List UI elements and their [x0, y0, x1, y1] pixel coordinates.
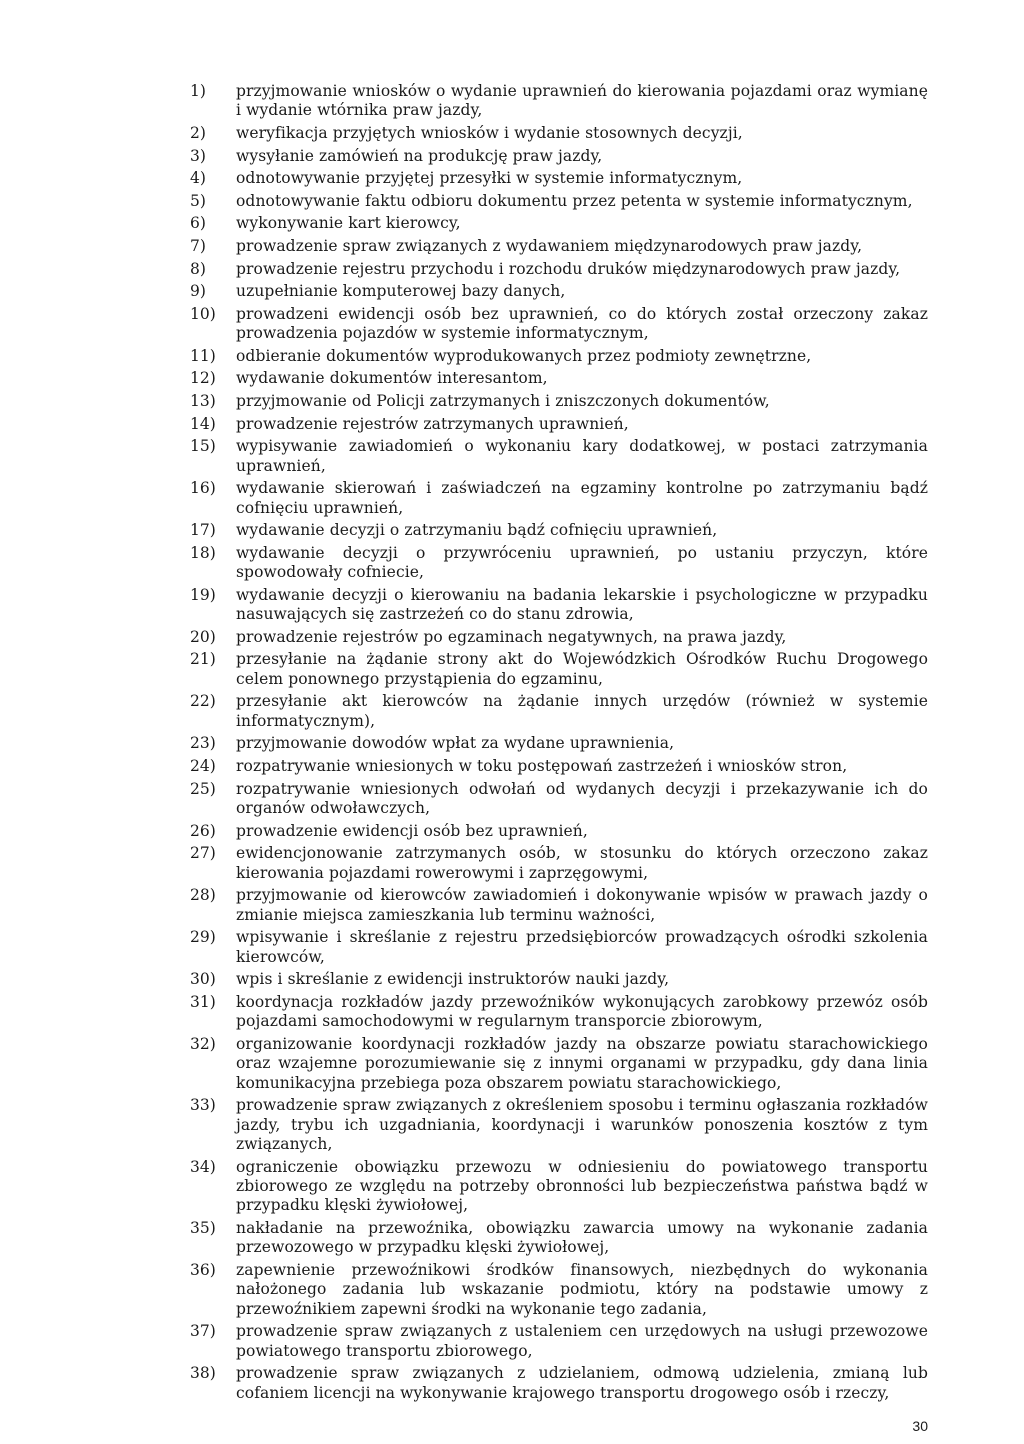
item-text: odbieranie dokumentów wyprodukowanych przez podmioty zewnętrzne, — [236, 346, 812, 365]
item-number: 2) — [190, 124, 206, 142]
item-text: prowadzenie rejestrów zatrzymanych uprawnień, — [236, 414, 629, 433]
item-text: zapewnienie przewoźnikowi środków finansowych, niezbędnych do wykonania nałożonego zadania lub wskazanie podmiotu, który na podstawie umowy z przewoźnikiem zapewni środki na wykonanie tego zadania, — [236, 1260, 928, 1318]
item-text: uzupełnianie komputerowej bazy danych, — [236, 282, 566, 301]
item-number: 6) — [190, 214, 206, 233]
item-text: odnotowywanie przyjętej przesyłki w systemie informatycznym, — [236, 169, 743, 188]
list-item — [190, 305, 928, 344]
list-item — [190, 1035, 928, 1093]
item-text: ograniczenie obowiązku przewozu w odniesieniu do powiatowego transportu zbiorowego ze względu na potrzeby obronności lub bezpieczeństwa państwa bądź w przypadku klęski żywiołowej, — [236, 1157, 928, 1215]
list-item — [190, 369, 928, 388]
item-text: wydawanie decyzji o przywróceniu uprawnień, po ustaniu przyczyn, które spowodowały cofniecie, — [236, 543, 928, 582]
item-number: 5) — [190, 191, 206, 210]
item-number: 3) — [190, 146, 206, 165]
item-number: 10) — [190, 304, 216, 323]
item-text: wykonywanie kart kierowcy, — [236, 214, 461, 233]
item-number: 31) — [190, 992, 216, 1011]
list-item — [190, 628, 928, 647]
item-number: 1) — [190, 82, 206, 100]
item-text: prowadzenie rejestru przychodu i rozchodu druków międzynarodowych praw jazdy, — [236, 259, 901, 278]
item-text: wpis i skreślanie z ewidencji instruktorów nauki jazdy, — [236, 970, 670, 989]
list-item — [190, 1158, 928, 1216]
list-item — [190, 692, 928, 731]
list-item — [190, 822, 928, 841]
item-text: wydawanie decyzji o zatrzymaniu bądź cofnięciu uprawnień, — [236, 521, 718, 540]
item-number: 12) — [190, 369, 216, 388]
item-text: organizowanie koordynacji rozkładów jazdy na obszarze powiatu starachowickiego oraz wzajemne porozumiewanie się z innymi organami w przypadku, gdy dana linia komunikacyjna przebiega poza obszarem powiatu starachowickiego, — [236, 1034, 928, 1092]
item-text: prowadzenie spraw związanych z określeniem sposobu i terminu ogłaszania rozkładów jazdy, trybu ich uzgadniania, koordynacji i warunków ponoszenia kosztów z tym związanych, — [236, 1096, 928, 1153]
item-number: 24) — [190, 756, 216, 775]
item-number: 34) — [190, 1157, 216, 1176]
item-text: prowadzenie spraw związanych z ustaleniem cen urzędowych na usługi przewozowe powiatowego transportu zbiorowego, — [236, 1322, 928, 1360]
item-text: prowadzeni ewidencji osób bez uprawnień, co do których został orzeczony zakaz prowadzenia pojazdów w systemie informatycznym, — [236, 304, 928, 343]
list-item — [190, 82, 928, 121]
item-number: 32) — [190, 1034, 216, 1053]
list-item — [190, 1219, 928, 1258]
item-text: przyjmowanie od kierowców zawiadomień i dokonywanie wpisów w prawach jazdy o zmianie miejsca zamieszkania lub terminu ważności, — [236, 886, 928, 924]
item-number: 22) — [190, 692, 216, 711]
item-number: 13) — [190, 391, 216, 410]
item-number: 28) — [190, 886, 216, 905]
item-number: 37) — [190, 1322, 216, 1341]
numbered-task-list — [190, 82, 928, 1406]
list-item — [190, 437, 928, 476]
list-item — [190, 650, 928, 689]
list-item — [190, 886, 928, 925]
list-item — [190, 586, 928, 625]
item-number: 25) — [190, 779, 216, 798]
list-item — [190, 214, 928, 233]
item-number: 21) — [190, 650, 216, 669]
list-item — [190, 1261, 928, 1319]
item-number: 17) — [190, 521, 216, 540]
item-text: wydawanie dokumentów interesantom, — [236, 369, 548, 388]
list-item — [190, 237, 928, 256]
item-text: nakładanie na przewoźnika, obowiązku zawarcia umowy na wykonanie zadania przewozowego w przypadku klęski żywiołowej, — [236, 1218, 928, 1257]
item-number: 19) — [190, 585, 216, 604]
item-number: 36) — [190, 1260, 216, 1279]
item-number: 29) — [190, 928, 216, 947]
item-number: 27) — [190, 844, 216, 863]
item-number: 4) — [190, 169, 206, 188]
item-text: prowadzenie spraw związanych z wydawaniem międzynarodowych praw jazdy, — [236, 236, 863, 255]
item-text: prowadzenie rejestrów po egzaminach negatywnych, na prawa jazdy, — [236, 627, 787, 646]
item-text: odnotowywanie faktu odbioru dokumentu przez petenta w systemie informatycznym, — [236, 191, 913, 210]
list-item — [190, 260, 928, 279]
list-item — [190, 521, 928, 540]
list-item — [190, 928, 928, 967]
list-item — [190, 757, 928, 776]
item-text: przyjmowanie od Policji zatrzymanych i zniszczonych dokumentów, — [236, 391, 770, 410]
list-item — [190, 544, 928, 583]
list-item — [190, 970, 928, 989]
item-text: przesyłanie na żądanie strony akt do Wojewódzkich Ośrodków Ruchu Drogowego celem ponownego przystąpienia do egzaminu, — [236, 650, 928, 688]
item-number: 14) — [190, 414, 216, 433]
list-item — [190, 415, 928, 434]
item-text: prowadzenie ewidencji osób bez uprawnień, — [236, 821, 588, 840]
item-number: 9) — [190, 282, 206, 301]
item-number: 23) — [190, 734, 216, 753]
list-item — [190, 392, 928, 411]
item-text: przesyłanie akt kierowców na żądanie innych urzędów (również w systemie informatycznym), — [236, 692, 928, 730]
list-item — [190, 844, 928, 883]
list-item — [190, 780, 928, 819]
list-item — [190, 1364, 928, 1403]
item-text: rozpatrywanie wniesionych w toku postępowań zastrzeżeń i wniosków stron, — [236, 756, 848, 775]
item-text: przyjmowanie wniosków o wydanie uprawnień do kierowania pojazdami oraz wymianę i wydanie wtórnika praw jazdy, — [236, 82, 928, 120]
item-number: 18) — [190, 543, 216, 562]
item-text: wysyłanie zamówień na produkcję praw jazdy, — [236, 146, 603, 165]
item-number: 38) — [190, 1364, 216, 1383]
item-text: przyjmowanie dowodów wpłat za wydane uprawnienia, — [236, 734, 675, 753]
list-item — [190, 192, 928, 211]
item-text: wydawanie decyzji o kierowaniu na badania lekarskie i psychologiczne w przypadku nasuwających się zastrzeżeń co do stanu zdrowia, — [236, 585, 928, 624]
list-item — [190, 734, 928, 753]
item-text: koordynacja rozkładów jazdy przewoźników wykonujących zarobkowy przewóz osób pojazdami samochodowymi w regularnym transporcie zbiorowym, — [236, 992, 928, 1031]
item-number: 20) — [190, 627, 216, 646]
list-item — [190, 169, 928, 188]
list-item — [190, 993, 928, 1032]
list-item — [190, 282, 928, 301]
item-number: 16) — [190, 479, 216, 498]
item-number: 35) — [190, 1218, 216, 1237]
item-number: 8) — [190, 259, 206, 278]
item-number: 33) — [190, 1096, 216, 1115]
list-item — [190, 479, 928, 518]
list-item — [190, 347, 928, 366]
item-number: 26) — [190, 821, 216, 840]
item-number: 7) — [190, 236, 206, 255]
item-text: weryfikacja przyjętych wniosków i wydanie stosownych decyzji, — [236, 124, 743, 142]
list-item — [190, 1096, 928, 1154]
item-number: 15) — [190, 437, 216, 456]
page-number: 30 — [912, 1418, 928, 1434]
list-item — [190, 124, 928, 143]
item-text: wypisywanie zawiadomień o wykonaniu kary dodatkowej, w postaci zatrzymania uprawnień, — [236, 437, 928, 475]
item-number: 11) — [190, 346, 216, 365]
list-item — [190, 1322, 928, 1361]
item-text: wpisywanie i skreślanie z rejestru przedsiębiorców prowadzących ośrodki szkolenia kierowców, — [236, 928, 928, 966]
list-item — [190, 147, 928, 166]
item-number: 30) — [190, 970, 216, 989]
item-text: ewidencjonowanie zatrzymanych osób, w stosunku do których orzeczono zakaz kierowania pojazdami rowerowymi i zaprzęgowymi, — [236, 844, 928, 882]
item-text: rozpatrywanie wniesionych odwołań od wydanych decyzji i przekazywanie ich do organów odwoławczych, — [236, 779, 928, 817]
item-text: wydawanie skierowań i zaświadczeń na egzaminy kontrolne po zatrzymaniu bądź cofnięciu uprawnień, — [236, 479, 928, 517]
item-text: prowadzenie spraw związanych z udzielaniem, odmową udzielenia, zmianą lub cofaniem licencji na wykonywanie krajowego transportu drogowego osób i rzeczy, — [236, 1364, 928, 1402]
